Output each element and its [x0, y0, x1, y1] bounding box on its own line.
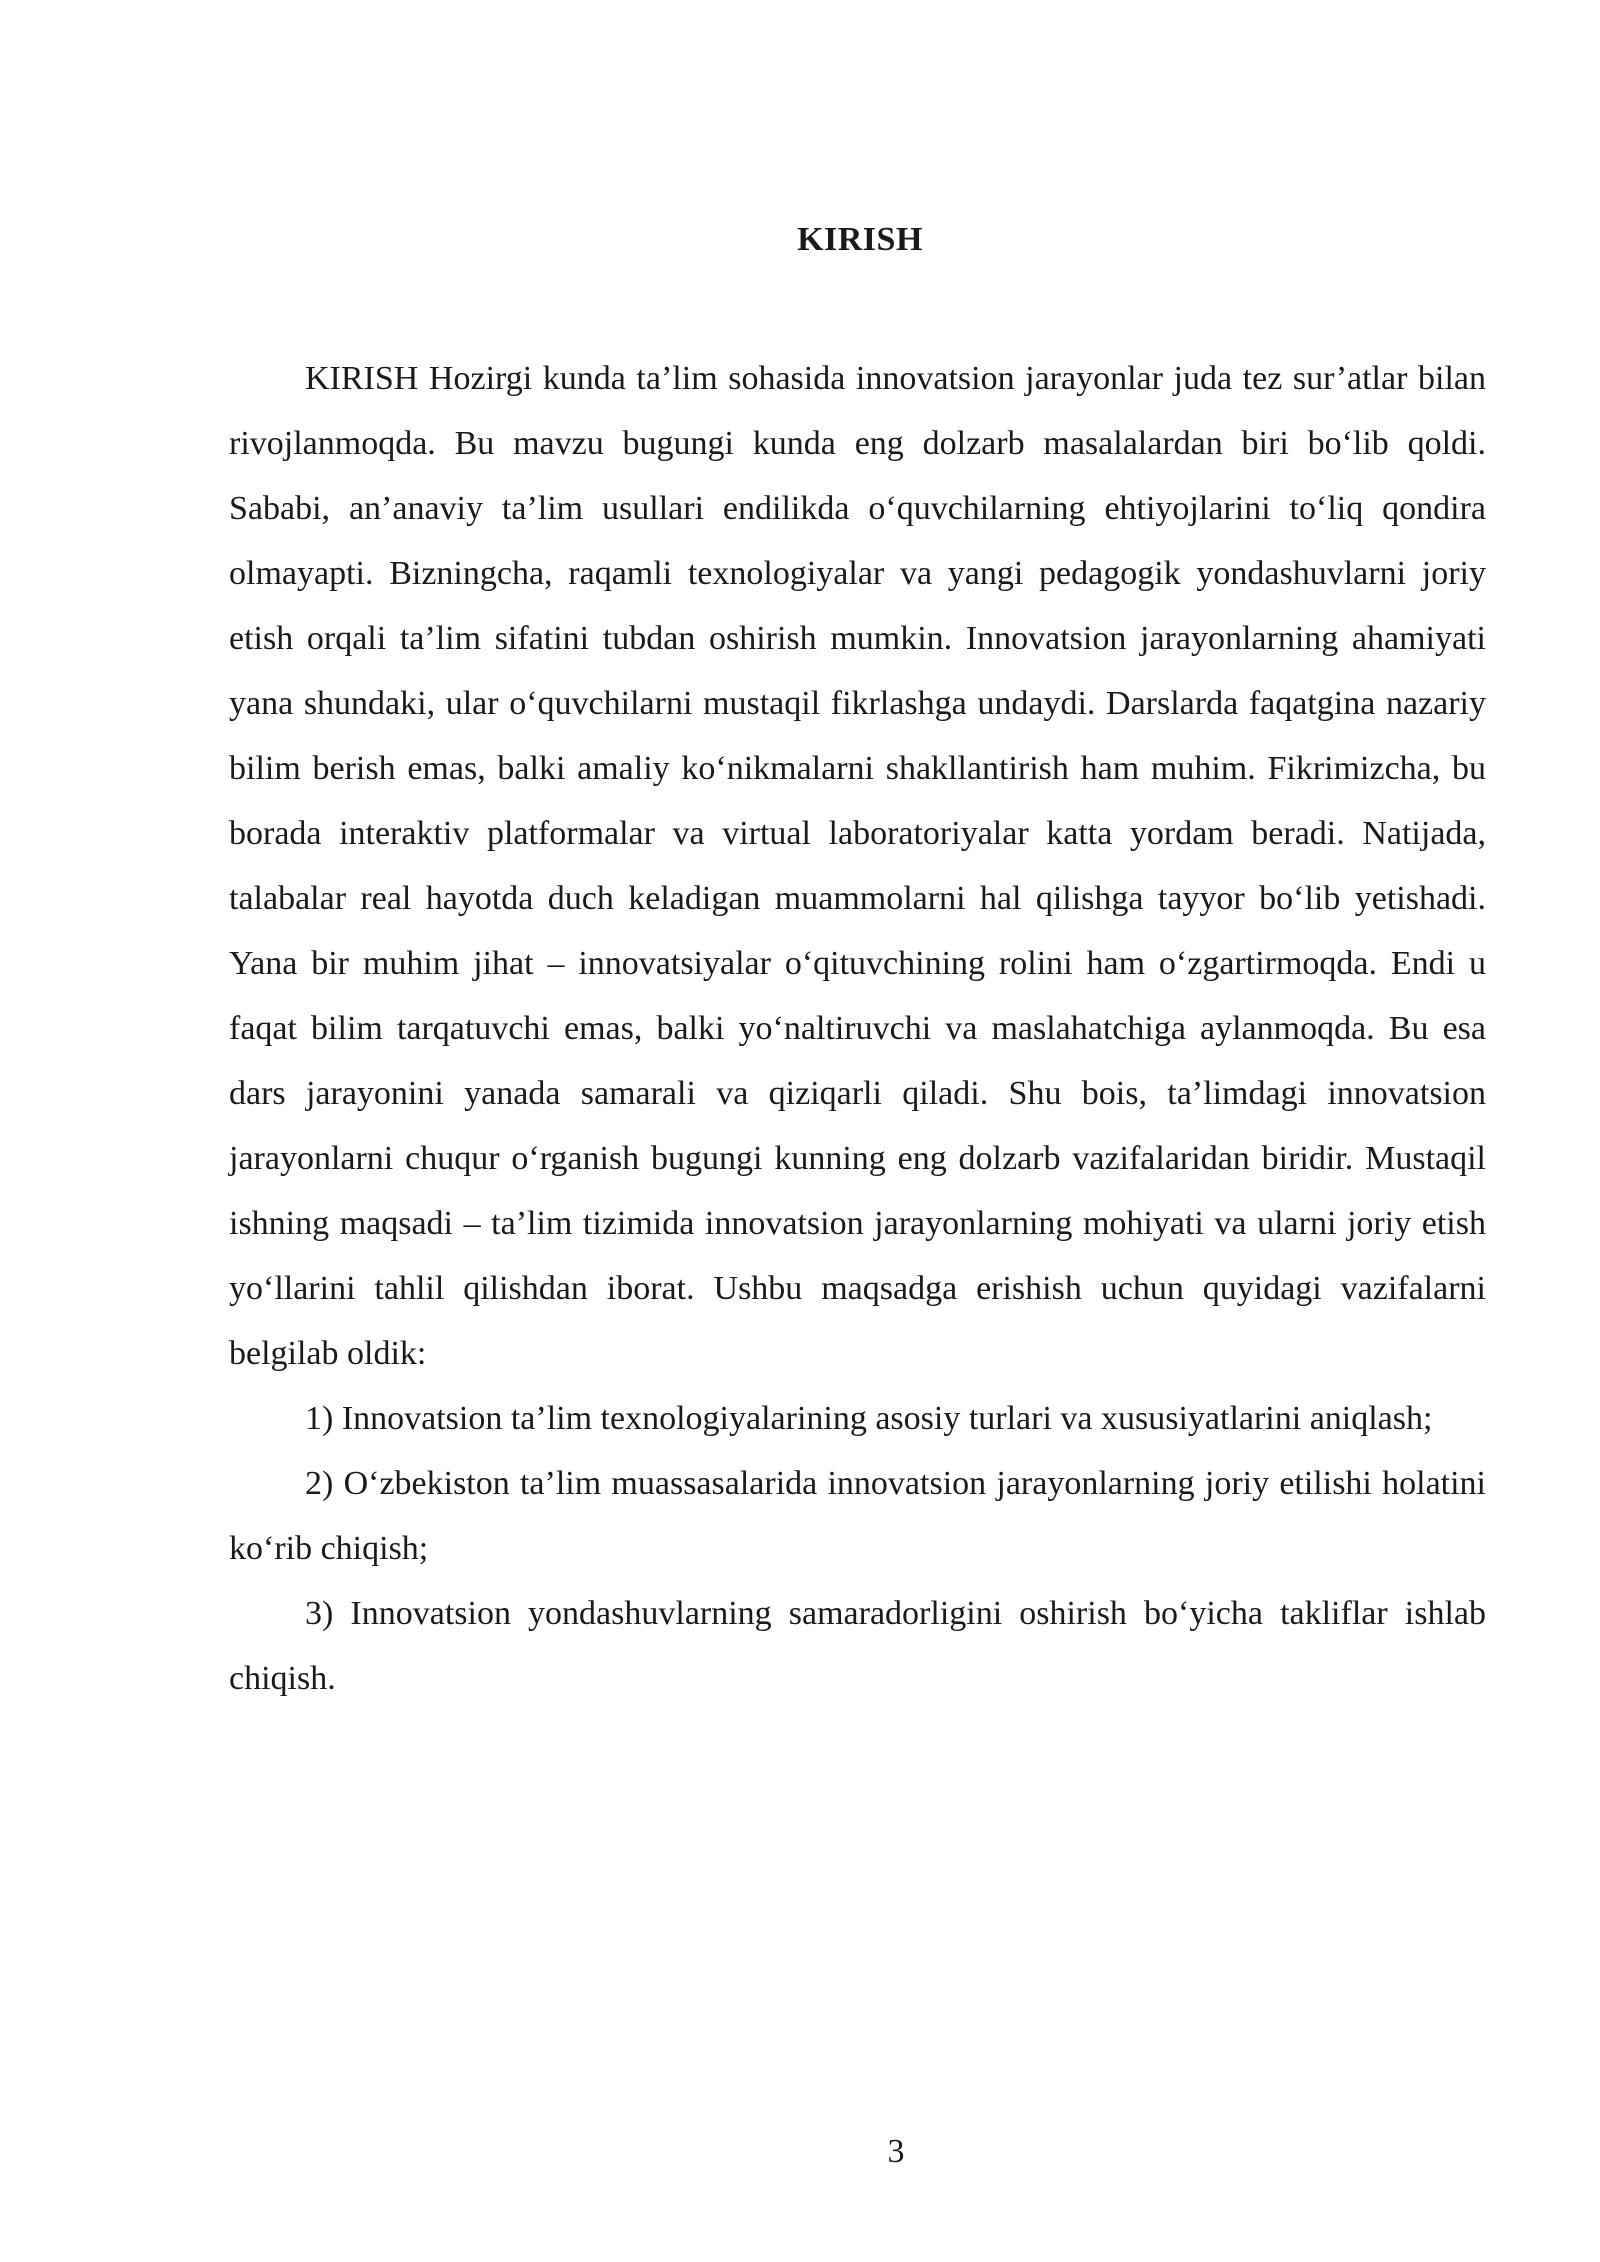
task-item-3: 3) Innovatsion yondashuvlarning samaradorligini oshirish bo‘yicha takliflar ishlab chiqish. — [229, 1595, 1486, 1697]
task-item-2: 2) O‘zbekiston ta’lim muassasalarida innovatsion jarayonlarning joriy etilishi holatini ko‘rib chiqish; — [229, 1465, 1486, 1567]
body-text — [229, 346, 1486, 1711]
page-title: KIRISH — [797, 221, 923, 258]
task-item-1: 1) Innovatsion ta’lim texnologiyalarining asosiy turlari va xususiyatlarini aniqlash; — [305, 1400, 1433, 1437]
intro-paragraph: KIRISH Hozirgi kunda ta’lim sohasida innovatsion jarayonlar juda tez sur’atlar bilan rivojlanmoqda. Bu mavzu bugungi kunda eng dolzarb masalalardan biri bo‘lib qoldi. Sababi, an’anaviy ta’lim usullari endilikda o‘quvchilarning ehtiyojlarini to‘liq qondira olmayapti. Bizningcha, raqamli texnologiyalar va yangi pedagogik yondashuvlarni joriy etish orqali ta’lim sifatini tubdan oshirish mumkin. Innovatsion jarayonlarning ahamiyati yana shundaki, ular o‘quvchilarni mustaqil fikrlashga undaydi. Darslarda faqatgina nazariy bilim berish emas, balki amaliy ko‘nikmalarni shakllantirish ham muhim. Fikrimizcha, bu borada interaktiv platformalar va virtual laboratoriyalar katta yordam beradi. Natijada, talabalar real hayotda duch keladigan muammolarni hal qilishga tayyor bo‘lib yetishadi. Yana bir muhim jihat – innovatsiyalar o‘qituvchining rolini ham o‘zgartirmoqda. Endi u faqat bilim tarqatuvchi emas, balki yo‘naltiruvchi va maslahatchiga aylanmoqda. Bu esa dars jarayonini yanada samarali va qiziqarli qiladi. Shu bois, ta’limdagi innovatsion jarayonlarni chuqur o‘rganish bugungi kunning eng dolzarb vazifalaridan biridir. Mustaqil ishning maqsadi – ta’lim tizimida innovatsion jarayonlarning mohiyati va ularni joriy etish yo‘llarini tahlil qilishdan iborat. Ushbu maqsadga erishish uchun quyidagi vazifalarni belgilab oldik: — [229, 360, 1486, 1372]
page-number: 3 — [887, 2133, 905, 2170]
